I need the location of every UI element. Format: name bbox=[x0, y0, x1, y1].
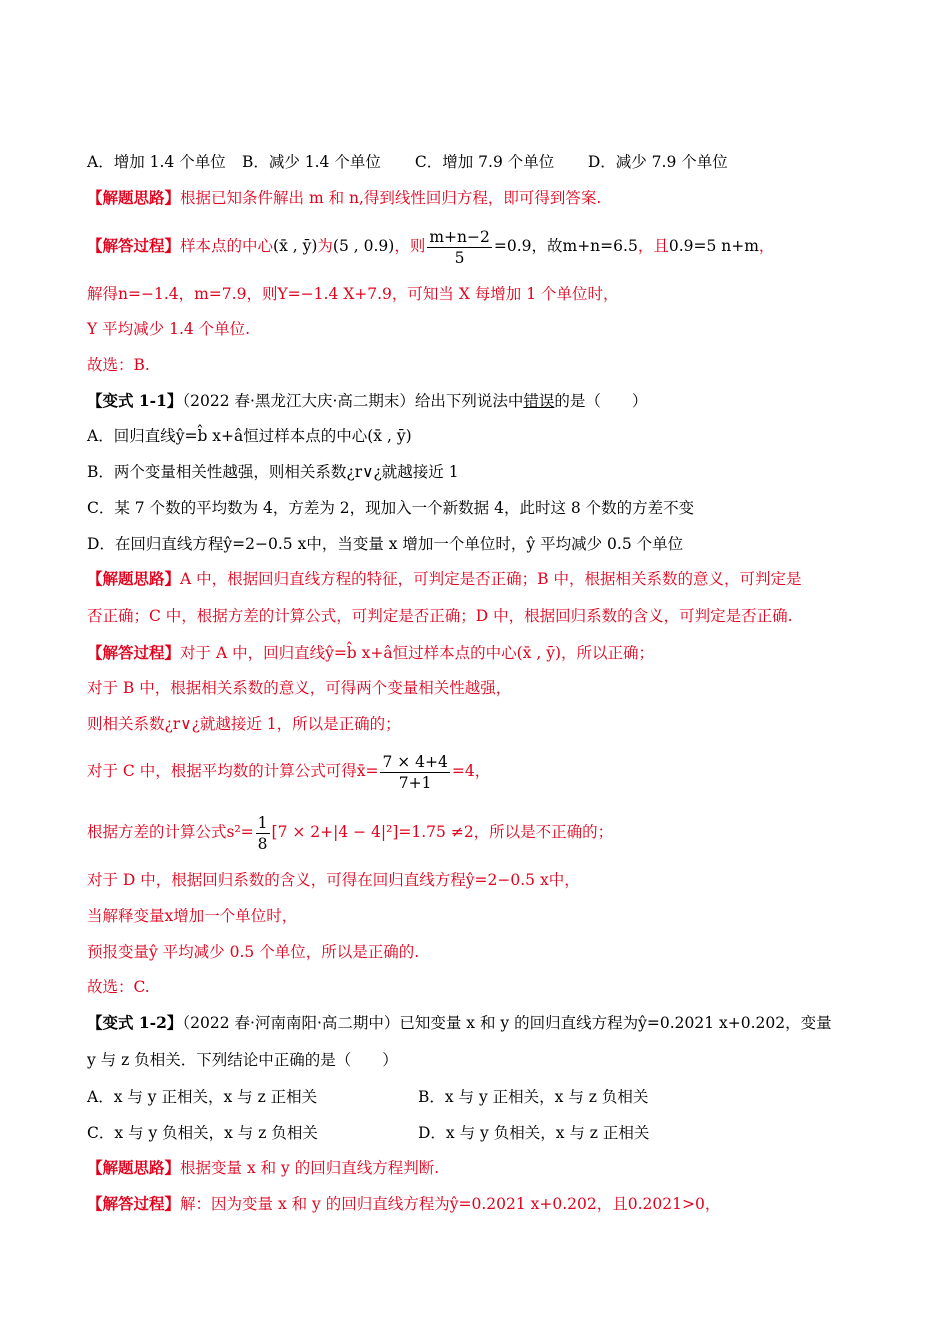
q1-option-d: D．减少 7.9 个单位 bbox=[587, 153, 728, 171]
v11-process-line-4 bbox=[87, 749, 877, 793]
v11-option-d: D．在回归直线方程ŷ=2−0.5 x中，当变量 x 增加一个单位时，ŷ 平均减少 0.5 个单位 bbox=[87, 535, 684, 553]
v11-idea-tag: 【解题思路】 bbox=[87, 569, 181, 588]
mean-fraction bbox=[427, 227, 492, 268]
q1-idea-tag: 【解题思路】 bbox=[87, 188, 181, 207]
v11-process-text: =4， bbox=[451, 762, 491, 780]
v12-idea-tag: 【解题思路】 bbox=[87, 1158, 181, 1177]
v12-process-tag: 【解答过程】 bbox=[87, 1194, 181, 1213]
fraction-numerator: 1 bbox=[257, 813, 268, 832]
q1-idea bbox=[87, 187, 877, 209]
q1-process-tag: 【解答过程】 bbox=[87, 236, 181, 255]
v11-title: 【变式 1-1】 bbox=[87, 391, 183, 410]
v11-process-line-6: 对于 D 中，根据回归系数的含义，可得在回归直线方程ŷ=2−0.5 x中， bbox=[87, 871, 580, 889]
v11-process-line-1 bbox=[87, 642, 877, 664]
v11-idea-line-1 bbox=[87, 568, 877, 590]
v12-stem-line-2: y 与 z 负相关．下列结论中正确的是（ ） bbox=[87, 1051, 398, 1069]
fraction-denominator: 5 bbox=[427, 247, 492, 268]
v11-process-text: 对于 C 中，根据平均数的计算公式可得x̄= bbox=[87, 762, 379, 780]
q1-process-text: ，且 bbox=[637, 237, 669, 255]
v12-idea-text: 根据变量 x 和 y 的回归直线方程判断. bbox=[180, 1159, 440, 1177]
fraction-denominator: 7+1 bbox=[380, 772, 449, 793]
fraction-denominator: 8 bbox=[257, 834, 268, 853]
v11-process-line-3: 则相关系数¿r∨¿就越接近 1，所以是正确的； bbox=[87, 715, 401, 733]
v11-process-text: 对于 A 中，回归直线ŷ=b̂ x+â恒过样本点的中心(x̄ , ȳ)，所以正确； bbox=[180, 644, 655, 662]
v12-option-a: A．x 与 y 正相关，x 与 z 正相关 bbox=[87, 1088, 318, 1106]
mean-fraction bbox=[380, 752, 449, 793]
q1-answer: 故选：B. bbox=[87, 356, 150, 374]
q1-option-a: A．增加 1.4 个单位 bbox=[87, 153, 226, 171]
center-point: (5 , 0.9) bbox=[332, 237, 395, 255]
q1-idea-text: 根据已知条件解出 m 和 n,得到线性回归方程，即可得到答案. bbox=[180, 189, 602, 207]
v12-options-row-2 bbox=[87, 1122, 877, 1144]
v12-stem-text: （2022 春·河南南阳·高二期中）已知变量 x 和 y 的回归直线方程为ŷ=0.2021 x+0.202，变量 bbox=[182, 1014, 832, 1032]
q1-options bbox=[87, 151, 877, 173]
v12-idea bbox=[87, 1157, 877, 1179]
q1-option-c: C．增加 7.9 个单位 bbox=[414, 153, 555, 171]
v11-source: （2022 春·黑龙江大庆·高二期末） bbox=[182, 392, 415, 410]
v11-option-a: A．回归直线ŷ=b̂ x+â恒过样本点的中心(x̄ , ȳ) bbox=[87, 427, 412, 445]
v12-option-d: D．x 与 y 负相关，x 与 z 正相关 bbox=[418, 1124, 650, 1142]
q1-process-line-1 bbox=[87, 226, 877, 268]
v11-process-line-7: 当解释变量x增加一个单位时， bbox=[87, 907, 298, 925]
q1-process-line-3: Y 平均减少 1.4 个单位. bbox=[87, 320, 251, 338]
v11-process-line-5 bbox=[87, 810, 877, 854]
v11-process-tag: 【解答过程】 bbox=[87, 643, 181, 662]
v11-stem bbox=[87, 390, 877, 412]
fraction-numerator: m+n−2 bbox=[429, 227, 490, 246]
v11-idea-line-2: 否正确；C 中，根据方差的计算公式，可判定是否正确；D 中，根据回归系数的含义，可判定是否正确. bbox=[87, 607, 793, 625]
q1-process-text: ，则 bbox=[394, 237, 426, 255]
v12-options-row-1 bbox=[87, 1086, 877, 1108]
q1-process-line-2: 解得n=−1.4，m=7.9，则Y=−1.4 X+7.9，可知当 X 每增加 1 个单位时， bbox=[87, 285, 619, 303]
v11-idea-text: A 中，根据回归直线方程的特征，可判定是否正确；B 中，根据相关系数的意义，可判定是 bbox=[180, 570, 802, 588]
q1-process-text: 样本点的中心 bbox=[180, 237, 274, 255]
v11-stem-text: 的是（ ） bbox=[554, 392, 648, 410]
v12-process-line-1 bbox=[87, 1193, 877, 1215]
q1-equation: =0.9，故 bbox=[493, 237, 563, 255]
variance-fraction bbox=[256, 813, 270, 854]
v11-process-line-8: 预报变量ŷ 平均减少 0.5 个单位，所以是正确的. bbox=[87, 943, 420, 961]
v11-answer: 故选：C. bbox=[87, 978, 150, 996]
q1-equation: m+n=6.5 bbox=[562, 237, 638, 255]
q1-option-b: B．减少 1.4 个单位 bbox=[241, 153, 381, 171]
v12-stem-line-1 bbox=[87, 1012, 877, 1034]
v11-process-text: [7 × 2+|4 − 4|²]=1.75 ≠2，所以是不正确的； bbox=[271, 823, 614, 841]
v12-option-c: C．x 与 y 负相关，x 与 z 负相关 bbox=[87, 1124, 318, 1142]
q1-process-text: 为 bbox=[317, 237, 333, 255]
q1-equation: 0.9=5 n+m bbox=[668, 237, 759, 255]
v11-process-line-2: 对于 B 中，根据相关系数的意义，可得两个变量相关性越强， bbox=[87, 679, 512, 697]
v11-stem-underline: 错误 bbox=[523, 392, 555, 410]
v11-process-text: 根据方差的计算公式s²= bbox=[87, 823, 254, 841]
v11-stem-text: 给出下列说法中 bbox=[414, 392, 524, 410]
q1-process-text: ， bbox=[758, 237, 775, 255]
fraction-numerator: 7 × 4+4 bbox=[382, 752, 448, 771]
sample-center: (x̄ , ȳ) bbox=[273, 237, 318, 255]
v12-title: 【变式 1-2】 bbox=[87, 1013, 183, 1032]
v11-option-c: C．某 7 个数的平均数为 4，方差为 2，现加入一个新数据 4，此时这 8 个数的方差不变 bbox=[87, 499, 695, 517]
v12-process-text: 解：因为变量 x 和 y 的回归直线方程为ŷ=0.2021 x+0.202，且0.2021>0， bbox=[180, 1195, 721, 1213]
v12-option-b: B．x 与 y 正相关，x 与 z 负相关 bbox=[418, 1088, 649, 1106]
v11-option-b: B．两个变量相关性越强，则相关系数¿r∨¿就越接近 1 bbox=[87, 463, 459, 481]
